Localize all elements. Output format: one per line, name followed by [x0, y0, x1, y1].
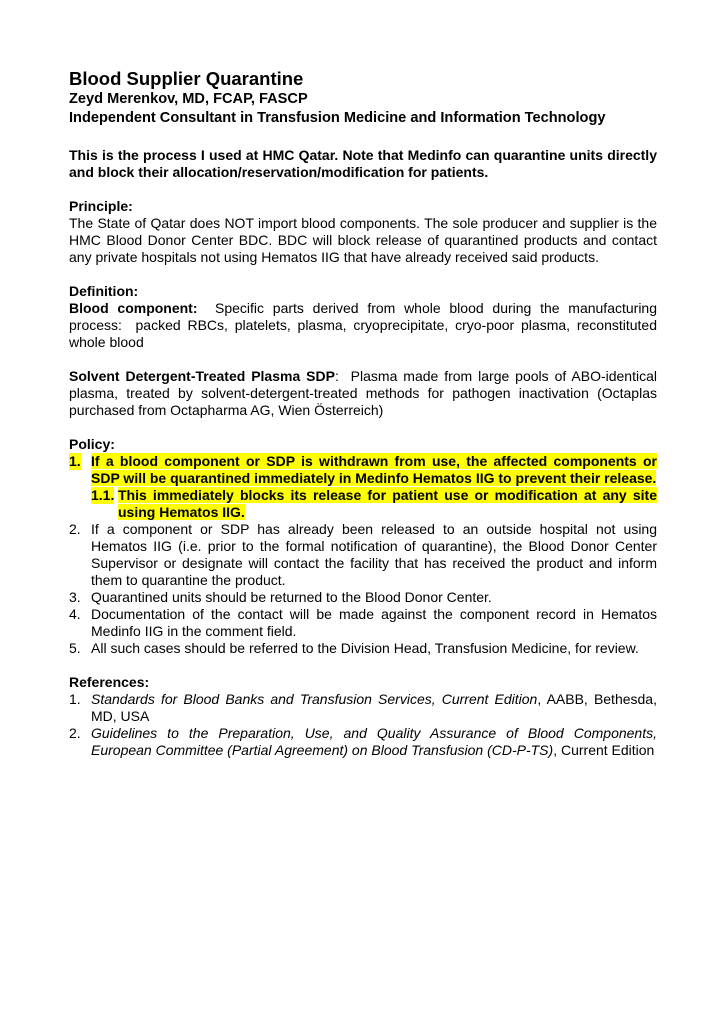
policy-heading: Policy:: [69, 436, 115, 452]
author-line: Zeyd Merenkov, MD, FCAP, FASCP: [69, 91, 308, 107]
policy-item: [69, 521, 657, 589]
definition-text: : Plasma made from large pools of ABO-identical plasma, treated by solvent-detergent-treated methods for pathogen inactivation (Octaplas purchased from Octapharma AG, Wien Österreich): [69, 368, 661, 418]
policy-item: [69, 453, 657, 521]
affiliation-line: Independent Consultant in Transfusion Medicine and Information Technology: [69, 110, 606, 126]
reference-source: , Current Edition: [553, 742, 655, 758]
policy-subitem-text: This immediately blocks its release for patient use or modification at any site using Hematos IIG.: [118, 487, 657, 520]
references-list: [69, 691, 657, 759]
policy-section: [69, 436, 657, 657]
policy-item: [69, 589, 657, 606]
policy-subitem: [91, 487, 657, 521]
policy-list: [69, 453, 657, 657]
definition-sdp: [69, 368, 661, 419]
principle-heading: Principle:: [69, 198, 133, 214]
principle-section: [69, 198, 657, 266]
reference-number: 1.: [69, 691, 81, 707]
document-title: Blood Supplier Quarantine: [69, 68, 304, 89]
reference-item: [69, 725, 657, 759]
policy-item-text: If a component or SDP has already been released to an outside hospital not using Hematos IIG (i.e. prior to the formal notification of quarantine), the Blood Donor Center Supervisor or designate will contact the facility that has received the product and inform them to quarantine the product.: [91, 521, 657, 588]
definition-section: [69, 283, 661, 419]
policy-item-text: All such cases should be referred to the Division Head, Transfusion Medicine, for review.: [91, 640, 639, 656]
document-page: [69, 68, 661, 759]
policy-item: [69, 640, 657, 657]
references-heading: References:: [69, 674, 150, 690]
policy-item-number: 2.: [69, 521, 81, 537]
policy-subitem-number: 1.1.: [91, 487, 115, 503]
references-section: [69, 674, 657, 759]
definition-heading: Definition:: [69, 283, 139, 299]
policy-item-text: Documentation of the contact will be made against the component record in Hematos Medinfo IIG in the comment field.: [91, 606, 657, 639]
policy-item-number: 1.: [69, 453, 81, 469]
definition-text: Specific parts derived from whole blood during the manufacturing process: packed RBCs, platelets, plasma, cryoprecipitate, cryo-poor plasma, reconstituted whole blood: [69, 300, 661, 350]
reference-title: Standards for Blood Banks and Transfusion Services, Current Edition: [91, 691, 538, 707]
definition-term: Solvent Detergent-Treated Plasma SDP: [69, 368, 335, 384]
reference-number: 2.: [69, 725, 81, 741]
reference-source: , AABB, Bethesda, MD, USA: [91, 691, 657, 724]
intro-paragraph: This is the process I used at HMC Qatar. Note that Medinfo can quarantine units directly and block their allocation/reservation/modification for patients.: [69, 147, 657, 180]
policy-item-number: 4.: [69, 606, 81, 622]
policy-item-text: Quarantined units should be returned to the Blood Donor Center.: [91, 589, 492, 605]
reference-title: Guidelines to the Preparation, Use, and Quality Assurance of Blood Components, European Committee (Partial Agreement) on Blood Transfusion (CD-P-TS): [91, 725, 657, 758]
policy-item-text: If a blood component or SDP is withdrawn from use, the affected components or SDP will be quarantined immediately in Medinfo Hematos IIG to prevent their release.: [91, 453, 657, 486]
policy-item-number: 5.: [69, 640, 81, 656]
reference-item: [69, 691, 657, 725]
definition-blood-component: [69, 300, 661, 351]
definition-term: Blood component:: [69, 300, 198, 316]
policy-item-number: 3.: [69, 589, 81, 605]
principle-text: The State of Qatar does NOT import blood components. The sole producer and supplier is the HMC Blood Donor Center BDC. BDC will block release of quarantined products and contact any private hospitals not using Hematos IIG that have already received said products.: [69, 215, 657, 265]
policy-item: [69, 606, 657, 640]
